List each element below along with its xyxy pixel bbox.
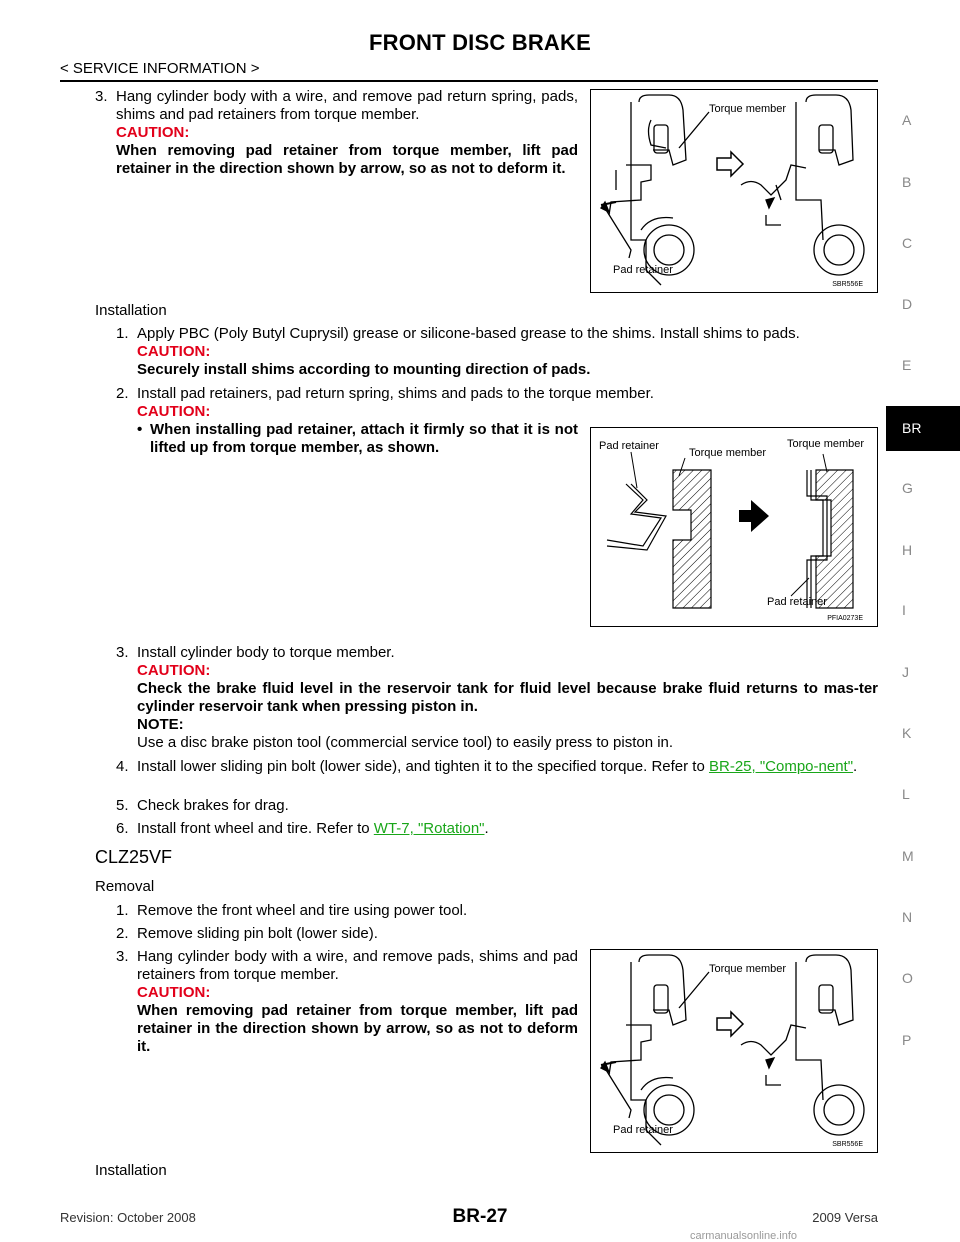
bullet: • — [137, 421, 143, 438]
step-end: . — [853, 758, 858, 775]
label-pad-retainer: Pad retainer — [767, 596, 827, 608]
caution-text: When removing pad retainer from torque member, lift pad retainer in the direction shown by arrow, so as not to deform it. — [137, 1002, 578, 1055]
side-tab[interactable]: M — [902, 848, 914, 864]
label-torque-member: Torque member — [689, 447, 767, 459]
footer-model: 2009 Versa — [812, 1210, 878, 1225]
label-pad-retainer: Pad retainer — [613, 1124, 673, 1136]
step-number: 2. — [116, 925, 129, 942]
step-end: . — [484, 820, 489, 837]
step-number: 3. — [116, 948, 129, 965]
side-tab[interactable]: G — [902, 480, 913, 496]
caution-label: CAUTION: — [137, 984, 211, 1001]
step-text: Remove the front wheel and tire using power tool. — [137, 902, 468, 919]
figure-pad-retainer-install — [590, 427, 878, 627]
side-tab[interactable]: J — [902, 664, 909, 680]
link-br-25-component[interactable]: BR-25, "Compo-nent" — [708, 758, 854, 775]
installation-heading: Installation — [95, 302, 167, 319]
step-text: Remove sliding pin bolt (lower side). — [137, 925, 378, 942]
step-number: 4. — [116, 758, 129, 775]
caution-label: CAUTION: — [137, 403, 211, 420]
removal-step-2 — [95, 925, 878, 943]
figure-pad-retainer-removal — [590, 89, 878, 293]
figure-code: SBR556E — [832, 1141, 863, 1148]
diagram-caliper-illustration — [591, 90, 876, 291]
footer-revision: Revision: October 2008 — [60, 1210, 196, 1225]
install-step-3 — [95, 644, 878, 752]
note-text: Use a disc brake piston tool (commercial service tool) to easily press to piston in. — [137, 734, 674, 751]
install-step-6 — [95, 820, 878, 838]
subheading-clz25vf: CLZ25VF — [95, 847, 173, 867]
caution-text: Securely install shims according to mounting direction of pads. — [137, 361, 591, 378]
side-tab[interactable]: O — [902, 970, 913, 986]
step-number: 5. — [116, 797, 129, 814]
figure-pad-retainer-removal-clz25vf — [590, 949, 878, 1153]
caution-text: When installing pad retainer, attach it firmly so that it is not lifted up from torque member, as shown. — [150, 421, 578, 456]
label-pad-retainer: Pad retainer — [613, 264, 673, 276]
installation-heading: Installation — [95, 1162, 167, 1179]
step-number: 3. — [116, 644, 129, 661]
figure-code: SBR556E — [832, 281, 863, 288]
step-3-hang-cylinder — [95, 88, 578, 178]
removal-step-3 — [95, 948, 578, 1056]
side-tab-active[interactable]: BR — [886, 406, 960, 451]
side-tab[interactable]: E — [902, 357, 912, 373]
install-step-4 — [95, 758, 878, 776]
install-step-2 — [95, 385, 878, 421]
caution-text: When removing pad retainer from torque member, lift pad retainer in the direction shown by arrow, so as not to deform it. — [116, 142, 578, 177]
diagram-retainer-section — [591, 428, 876, 625]
header-divider — [60, 80, 878, 82]
watermark: carmanualsonline.info — [690, 1230, 798, 1242]
label-torque-member: Torque member — [709, 103, 787, 115]
step-number: 2. — [116, 385, 129, 402]
step-text: Install lower sliding pin bolt (lower side), and tighten it to the specified torque. Refer to — [137, 758, 705, 775]
install-step-1 — [95, 325, 878, 379]
diagram-caliper-illustration — [591, 950, 876, 1151]
side-tab[interactable]: P — [902, 1032, 912, 1048]
label-pad-retainer: Pad retainer — [599, 440, 659, 452]
side-tab[interactable]: L — [902, 786, 910, 802]
label-torque-member: Torque member — [709, 963, 787, 975]
step-text: Check brakes for drag. — [137, 797, 289, 814]
side-tab[interactable]: K — [902, 725, 912, 741]
caution-label: CAUTION: — [137, 343, 211, 360]
note-label: NOTE: — [137, 716, 184, 733]
step-number: 1. — [116, 325, 129, 342]
page-title: FRONT DISC BRAKE — [369, 30, 591, 55]
step-number: 1. — [116, 902, 129, 919]
section-label: < SERVICE INFORMATION > — [60, 60, 260, 77]
side-tab[interactable]: D — [902, 296, 913, 312]
side-tab[interactable]: B — [902, 174, 912, 190]
side-tab[interactable]: H — [902, 542, 913, 558]
step-text: Apply PBC (Poly Butyl Cuprysil) grease or silicone-based grease to the shims. Install shims to pads. — [137, 325, 800, 342]
step-text: Hang cylinder body with a wire, and remove pads, shims and pad retainers from torque member. — [137, 948, 578, 983]
step-text: Install cylinder body to torque member. — [137, 644, 395, 661]
caution-label: CAUTION: — [137, 662, 211, 679]
link-wt-7-rotation[interactable]: WT-7, "Rotation" — [373, 820, 485, 837]
step-number: 6. — [116, 820, 129, 837]
caution-bullet-item — [137, 421, 578, 457]
label-torque-member: Torque member — [787, 438, 865, 450]
removal-step-1 — [95, 902, 878, 920]
step-text: Hang cylinder body with a wire, and remove pad return spring, pads, shims and pad retainers from torque member. — [116, 88, 578, 123]
caution-label: CAUTION: — [116, 124, 190, 141]
removal-heading: Removal — [95, 878, 155, 895]
side-tab[interactable]: A — [902, 112, 912, 128]
side-tab[interactable]: N — [902, 909, 913, 925]
side-tab[interactable]: C — [902, 235, 913, 251]
step-number: 3. — [95, 88, 108, 105]
figure-code: PFIA0273E — [827, 615, 863, 622]
caution-text: Check the brake fluid level in the reservoir tank for fluid level because brake fluid returns to mas-ter cylinder reservoir tank when pressing piston in. — [137, 680, 878, 715]
install-step-5 — [95, 797, 878, 815]
side-tab[interactable]: I — [902, 602, 906, 618]
step-text: Install front wheel and tire. Refer to — [137, 820, 370, 837]
step-text: Install pad retainers, pad return spring, shims and pads to the torque member. — [137, 385, 654, 402]
footer-page-number: BR-27 — [452, 1206, 508, 1227]
